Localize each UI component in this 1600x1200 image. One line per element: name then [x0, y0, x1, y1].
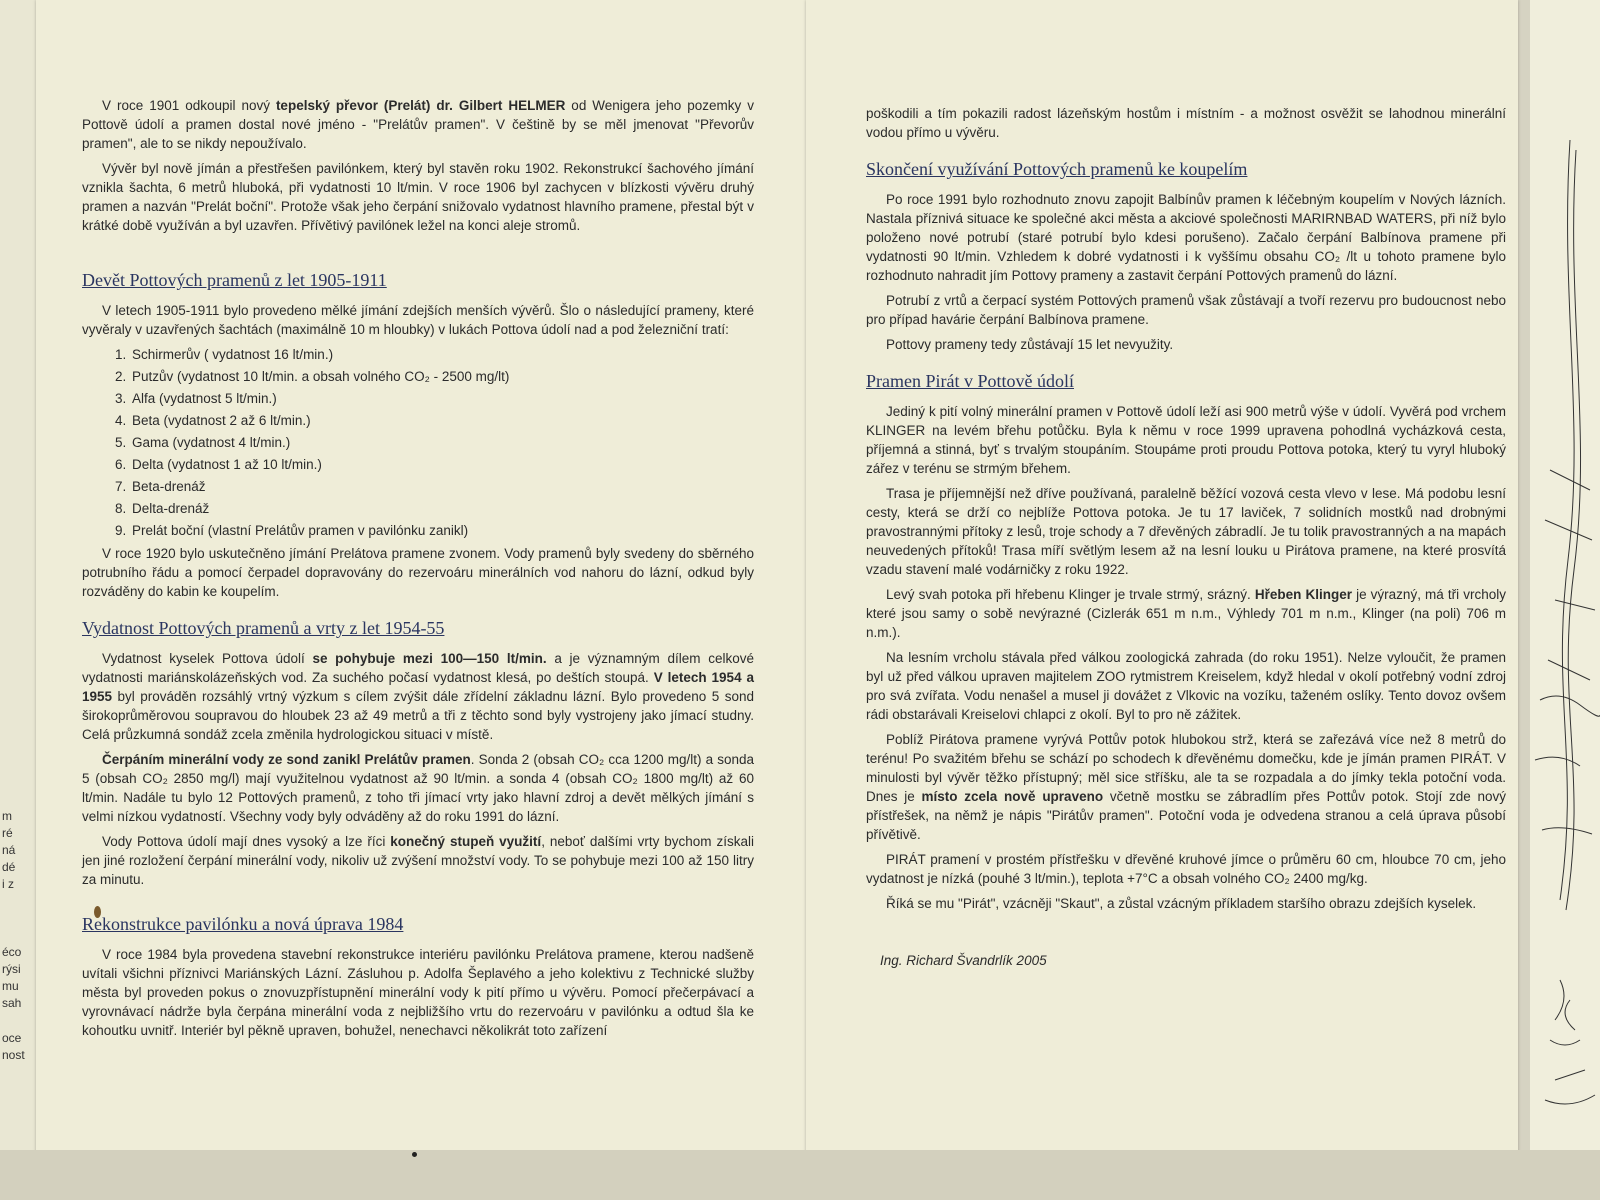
section2-paragraph-2: Čerpáním minerální vody ze sond zanikl Prelátův pramen. Sonda 2 (obsah CO₂ cca 1200 mg/lt) a sonda 5 (obsah CO₂ 2850 mg/l) mají využitelnou vydatnost až 90 lt/min. a sonda 4 (obsah CO₂ 1800 mg/lt) až 60 lt/min. Nadále tu bylo 12 Pottových pramenů, z toho tři jímací vrty jako hlavní zdroj a devět mělkých jímání s velmi nízkou vydatností. Všechny vody byly odváděny až do roku 1991 do lázní. — [82, 752, 755, 824]
list-item: 2. Putzův (vydatnost 10 lt/min. a obsah volného CO₂ - 2500 mg/lt) — [130, 367, 754, 386]
list-item: 3. Alfa (vydatnost 5 lt/min.) — [130, 389, 754, 408]
margin-fragment-group3: oce nost — [2, 1031, 25, 1062]
section-title-yield-and-boreholes: Vydatnost Pottových pramenů a vrty z let 1954-55 — [82, 618, 445, 638]
list-item: 4. Beta (vydatnost 2 až 6 lt/min.) — [130, 411, 754, 430]
section-title-nine-springs: Devět Pottových pramenů z let 1905-1911 — [82, 270, 387, 290]
list-item: 8. Delta-drenáž — [130, 499, 754, 518]
section-title-pirat-spring: Pramen Pirát v Pottově údolí — [866, 371, 1074, 391]
margin-fragment-group2: éco rýsi mu sah — [2, 945, 22, 1010]
section-title-end-of-baths: Skončení využívání Pottových pramenů ke koupelím — [866, 159, 1248, 179]
list-item: 5. Gama (vydatnost 4 lt/min.) — [130, 433, 754, 452]
section1-paragraph-2: V roce 1920 bylo uskutečněno jímání Prelátova pramene zvonem. Vody pramenů byly svedeny do sběrného potrubního řádu a pomocí čerpadel dopravovány do rezervoáru minerálních vod nahoru do lázní, odkud byly rozváděny do kabin ke koupelím. — [82, 546, 754, 599]
intro-paragraph-1: V roce 1901 odkoupil nový tepelský převor (Prelát) dr. Gilbert HELMER od Wenigera jeho pozemky v Pottově údolí a pramen dostal nové jméno - "Prelátův pramen". V češtině by se měl jmenovat "Převorův pramen", ale to se nikdy nepoužívalo. — [82, 98, 755, 151]
author-signature: Ing. Richard Švandrlík 2005 — [880, 953, 1047, 968]
section4-paragraph-3: Pottovy prameny tedy zůstávají 15 let nevyužity. — [886, 337, 1174, 352]
pin-dot — [412, 1152, 417, 1157]
list-item: 1. Schirmerův ( vydatnost 16 lt/min.) — [130, 345, 754, 364]
section2-paragraph-3: Vody Pottova údolí mají dnes vysoký a lze říci konečný stupeň využití, neboť dalšími vrty bychom získali jen jiné rozložení čerpání minerální vody, nikoliv už zvýšení množství vody. To se pohybuje mezi 100 až 150 litry za minutu. — [82, 834, 754, 887]
section5-paragraph-4: Na lesním vrcholu stávala před válkou zoologická zahrada (do roku 1951). Nelze vyloučit, že pramen byl už před válkou upraven majitelem ZOO rytmistrem Kreiselem, když hledal v okolí potřebný vodní zdroj pro svá zvířata. Vodu nenašel a musel ji dovážet z Vlkovic na vozíku, taženém oslíky. Tento dovoz ovšem rádi obstarávali Kreiselovi chlapci z okolí. Byl to pro ně zážitek. — [866, 650, 1506, 722]
list-item: 6. Delta (vydatnost 1 až 10 lt/min.) — [130, 455, 754, 474]
section4-paragraph-2: Potrubí z vrtů a čerpací systém Pottových pramenů však zůstávají a tvoří rezervu pro budoucnost nebo pro případ havárie čerpání Balbínova pramene. — [866, 293, 1506, 327]
section5-paragraph-6: PIRÁT pramení v prostém přístřešku v dřevěné kruhové jímce o průměru 60 cm, hloubce 70 cm, jeho vydatnost je nízká (pouhé 3 lt/min.), teplota +7°C a obsah volného CO₂ 2400 mg/kg. — [866, 852, 1506, 886]
section-title-reconstruction-1984: Rekonstrukce pavilónku a nová úprava 1984 — [82, 914, 404, 934]
tree-drawing-illustration — [1530, 0, 1600, 1200]
section5-paragraph-7: Říká se mu "Pirát", vzácněji "Skaut", a zůstal vzácným příkladem staršího obrazu zdejších kyselek. — [886, 896, 1477, 911]
tree-sketch-icon — [1530, 0, 1600, 1200]
left-text-column — [82, 96, 754, 1046]
section2-paragraph-1: Vydatnost kyselek Pottova údolí se pohybuje mezi 100—150 lt/min. a je významným dílem celkové vydatnosti mariánskolázeňských vod. Za suchého počasí vydatnost klesá, po deštích stoupá. V letech 1954 a 1955 byl prováděn rozsáhlý vrtný výzkum s cílem zvýšit dále zřídelní základnu lázní. Bylo provedeno 5 sond širokoprůměrovou soupravou do hloubek 23 až 49 metrů a tři z těchto sond byly vystrojeny jako jímací studny. Celá průzkumná sondáž zcela změnila hydrologickou situaci v místě. — [82, 651, 754, 742]
board-bottom-edge — [0, 1150, 1600, 1200]
margin-fragment-group1: m ré ná dé i z — [2, 809, 16, 891]
list-item: 9. Prelát boční (vlastní Prelátův pramen v pavilónku zanikl) — [130, 521, 754, 540]
section3-paragraph-1: V roce 1984 byla provedena stavební rekonstrukce interiéru pavilónku Prelátova pramene, kterou nadšeně uvítali všichni příznivci Mariánských Lázní. Zásluhou p. Adolfa Šeplavého a jeho kolektivu z Technické služby města byl proveden pokus o znovuzpřístupnění minerální vody k pití přímo u vývěru. Pomocí přečerpávací a vyrovnávací nádrže byla čerpána minerální voda z nejbližšího vrtu do rezervoáru v pavilónku a odtud šla ke kohoutku uvnitř. Interiér byl pěkně upraven, bohužel, nenechavci několikrát toto zařízení — [82, 947, 754, 1038]
section5-paragraph-3: Levý svah potoka při hřebenu Klinger je trvale strmý, srázný. Hřeben Klinger je výrazný, má tři vrcholy které jsou samy o sobě nevýrazné (Cizlerák 651 m n.m., Výhledy 701 m n.m., Klinger (na poli) 706 m n.m.). — [866, 587, 1506, 640]
intro-paragraph-2: Vývěr byl nově jímán a přestřešen pavilónkem, který byl stavěn roku 1902. Rekonstrukcí šachového jímání vznikla šachta, 6 metrů hluboká, při vydatnosti 10 lt/min. V roce 1906 byl zachycen v blízkosti vývěru druhý pramen a nazván "Prelát boční". Protože však jeho čerpání snižovalo vydatnost hlavního pramene, přestal být v krátké době využíván a byl uzavřen. Přívětivý pavilónek ležel na konci aleje stromů. — [82, 161, 754, 233]
springs-list — [82, 345, 754, 540]
section5-paragraph-1: Jediný k pití volný minerální pramen v Pottově údolí leží asi 900 metrů výše v údolí. Vyvěrá pod vrchem KLINGER na levém břehu potůčku. Byla k němu v roce 1999 upravena pohodlná vycházková cesta, příjemná a stinná, byť s trvalým stoupáním. Stoupáme proti proudu Pottova potoka, který tu vyryl hluboký zářez v terénu se strmým břehem. — [866, 404, 1506, 476]
continued-paragraph: poškodili a tím pokazili radost lázeňským hostům i místním - a možnost osvěžit se lahodnou minerální vodou přímo u vývěru. — [866, 106, 1506, 140]
section1-paragraph-1: V letech 1905-1911 bylo provedeno mělké jímání zdejších menších vývěrů. Šlo o následující prameny, které vyvěraly v uzavřených šachtách (maximálně 10 m hloubky) v lukách Pottova údolí nad a pod železniční tratí: — [82, 303, 754, 337]
right-text-column — [866, 104, 1506, 976]
section4-paragraph-1: Po roce 1991 bylo rozhodnuto znovu zapojit Balbínův pramen k léčebným koupelím v Nových lázních. Nastala příznivá situace ke společné akci města a akciové společnosti MARIRNBAD WATERS, při níž bylo položeno nové potrubí (staré potrubí bylo kdesi porušeno). Začalo čerpání Balbínova pramene při vydatnosti 90 lt/min. Vzhledem k dobré vydatnosti i k vyššímu obsahu CO₂ /lt u tohoto pramene bylo rozhodnuto nahradit jím Pottovy prameny a zastavit čerpání Pottových pramenů do lázní. — [866, 192, 1506, 283]
section5-paragraph-5: Poblíž Pirátova pramene vyrývá Pottův potok hlubokou strž, která se zařezává více než 8 metrů do terénu! Po svažitém břehu se schází po schodech k dřevěnému domečku, kde je jímán pramen PIRÁT. V minulosti byl vývěr těžko přístupný; měl sice stříšku, ale ta se rozpadala a do jímky tekla potoční voda. Dnes je místo zcela nově upraveno včetně mostku se zábradlím přes Pottův potok. Stojí zde nový přístřešek, na němž je nápis "Pirátův pramen". Potoční voda je odvedena stranou a celá úprava působí přívětivě. — [866, 732, 1507, 842]
section5-paragraph-2: Trasa je příjemnější než dříve používaná, paralelně běžící vozová cesta vlevo v lese. Má podobu lesní cesty, která se drží co nejblíže Pottova potoka. Je tu 17 laviček, 7 solidních mostků nad drobnými pravostrannými přítoky z lesů, troje schody a 7 dřevěných zábradlí. Je tu tolik pravostranných a na mapách neuvedených přítoků! Trasa míří světlým lesem až na lesní louku u Pirátova pramene, na které prosvítá vzadu stavení malé vodárničky z roku 1922. — [866, 486, 1506, 577]
list-item: 7. Beta-drenáž — [130, 477, 754, 496]
